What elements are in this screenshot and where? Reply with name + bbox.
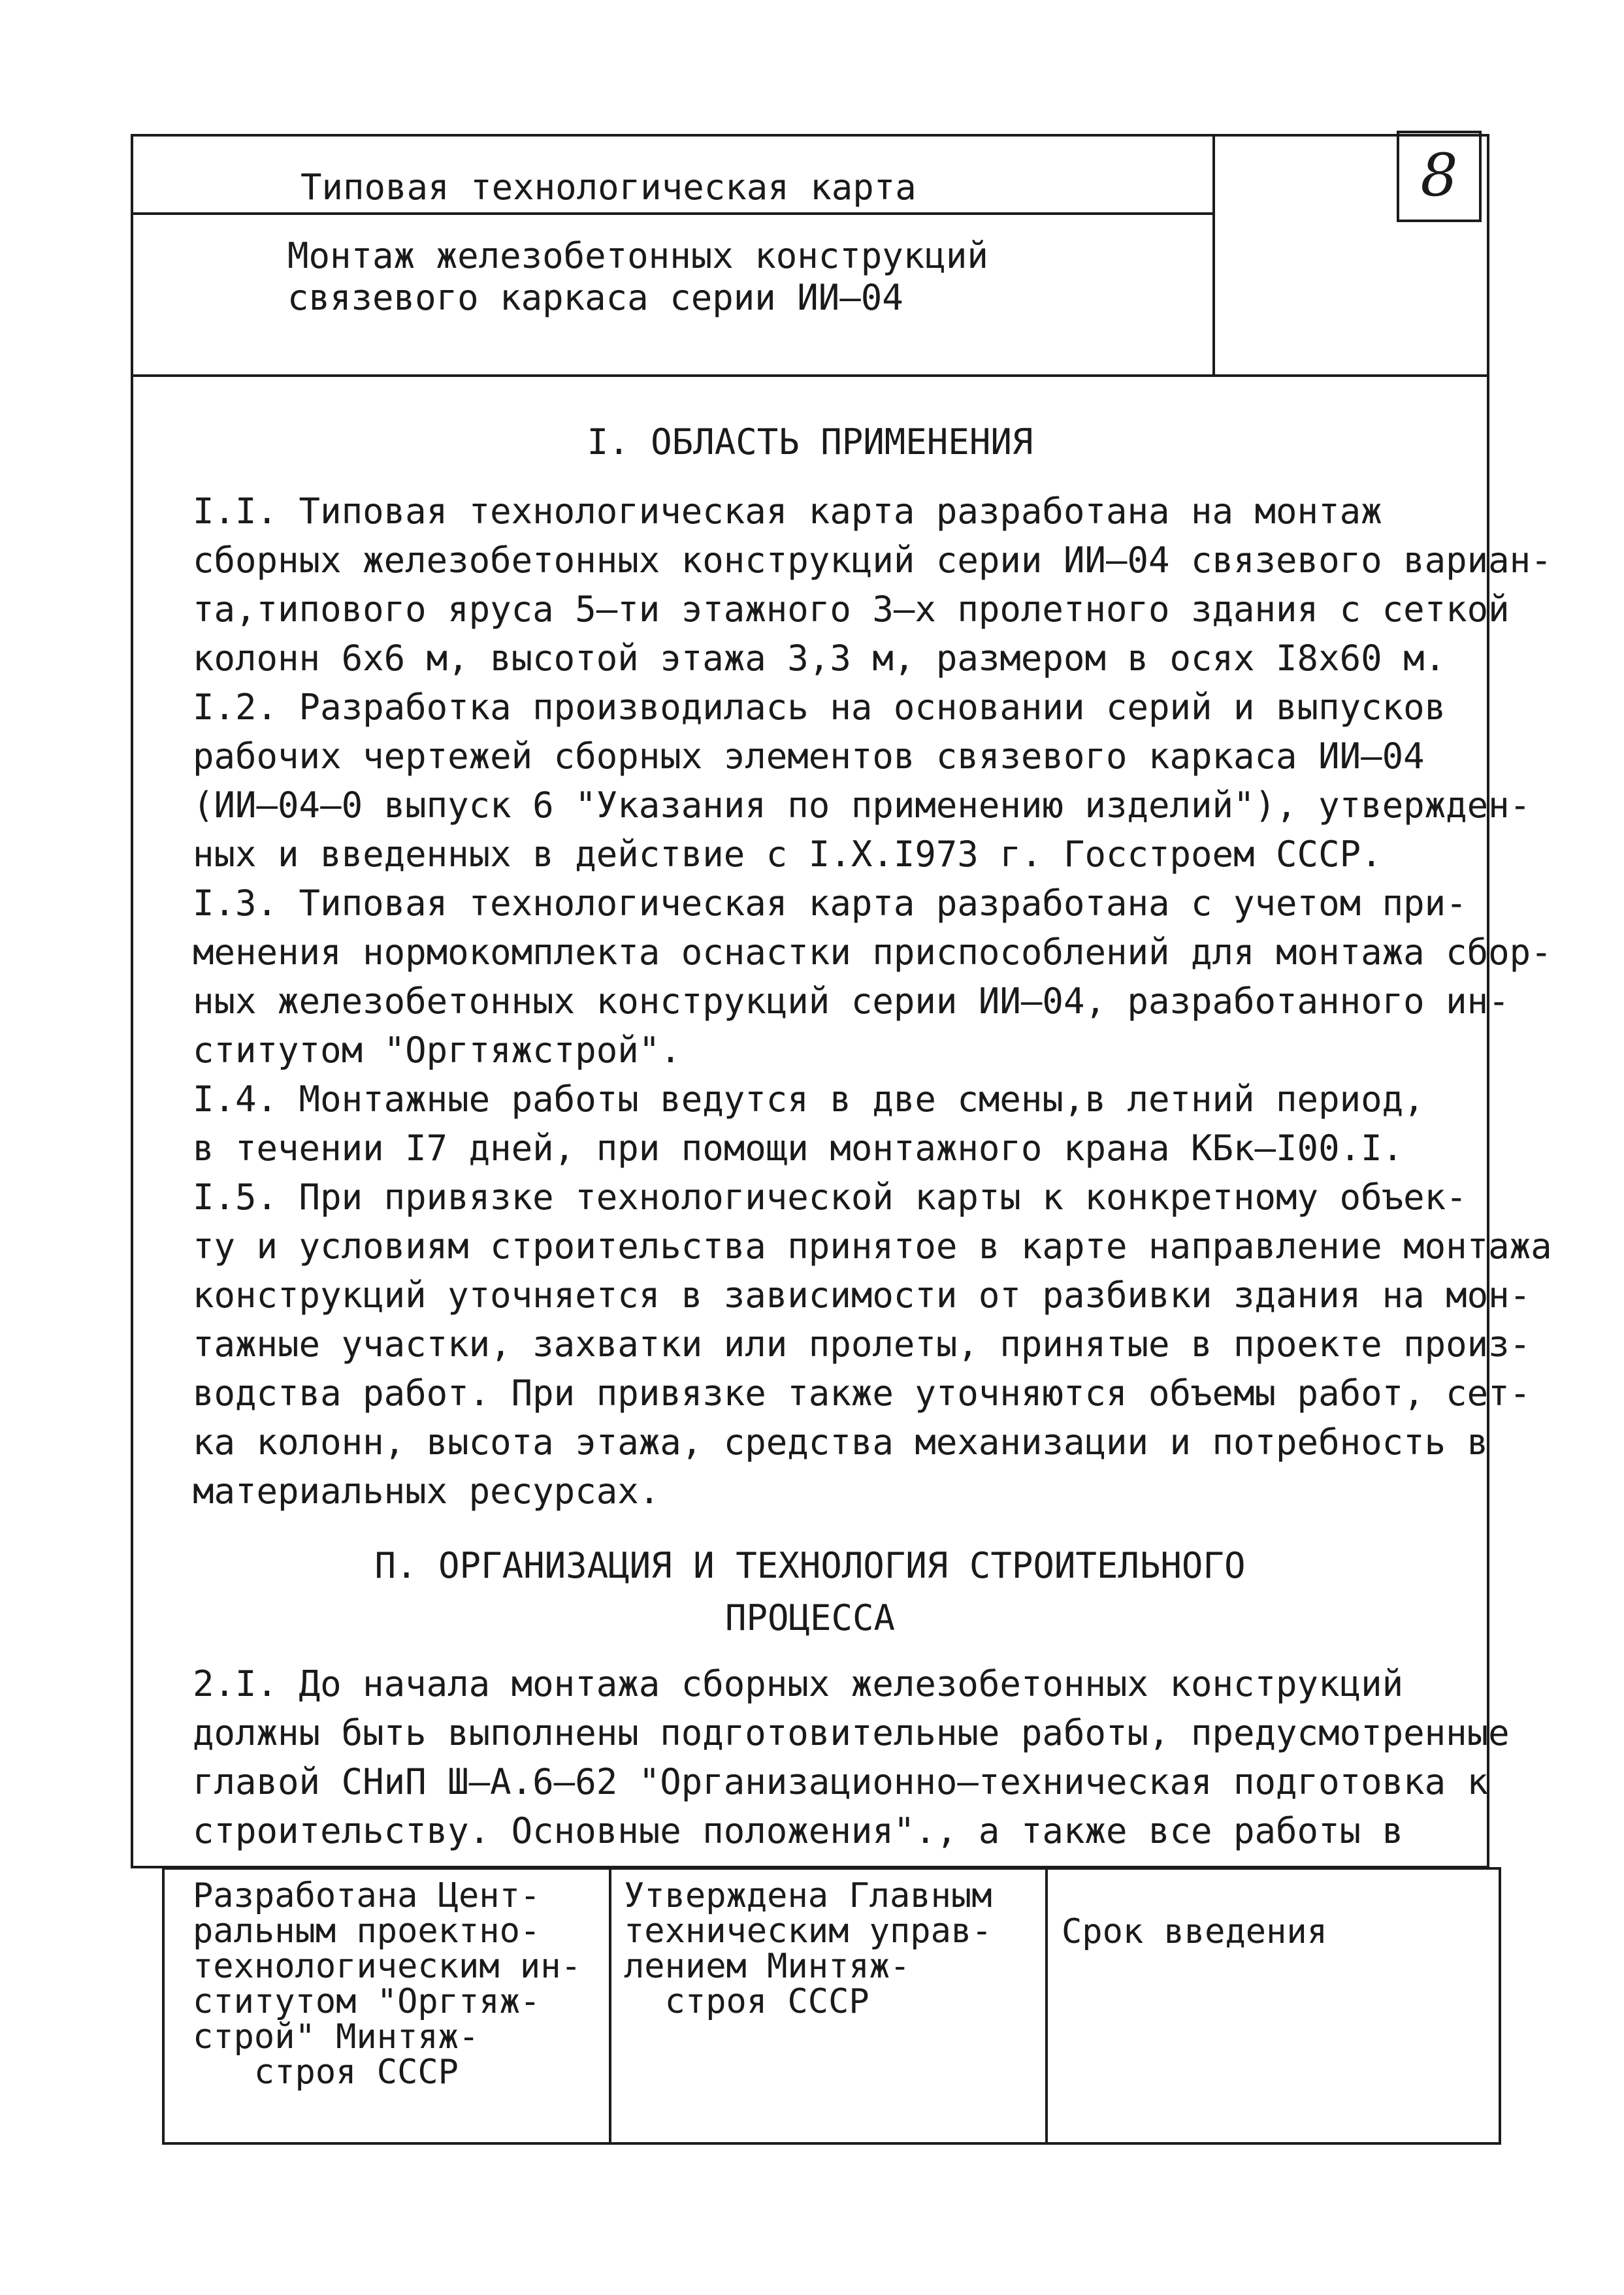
header-divider bbox=[1212, 134, 1215, 376]
section2-body bbox=[193, 1659, 1510, 1855]
text-line: ту и условиям строительства принятое в карте направление монтажа bbox=[193, 1226, 1552, 1267]
text-line: ных и введенных в действие с I.X.I973 г. Госстроем СССР. bbox=[193, 834, 1382, 875]
text-line: материальных ресурсах. bbox=[193, 1471, 660, 1512]
section1-body bbox=[193, 487, 1552, 1516]
footer-approved-by: Утверждена Главным техническим управ- лением Минтяж- строя СССР bbox=[624, 1876, 992, 2021]
page-number: 8 bbox=[1397, 131, 1482, 222]
text-line: I.2. Разработка производилась на основании серий и выпусков bbox=[193, 687, 1446, 728]
text-line: (ИИ–04–0 выпуск 6 "Указания по применению изделий"), утвержден- bbox=[193, 785, 1531, 826]
header-bottom-rule bbox=[131, 374, 1489, 377]
text-line: ка колонн, высота этажа, средства механизации и потребность в bbox=[193, 1422, 1489, 1463]
text-line: рабочих чертежей сборных элементов связевого каркаса ИИ–04 bbox=[193, 736, 1425, 777]
section2-heading-line1: П. ОРГАНИЗАЦИЯ И ТЕХНОЛОГИЯ СТРОИТЕЛЬНОГО bbox=[374, 1545, 1246, 1586]
header-title-underline bbox=[131, 212, 1215, 215]
text-line: должны быть выполнены подготовительные работы, предусмотренные bbox=[193, 1712, 1510, 1753]
text-line: сборных железобетонных конструкций серии ИИ–04 связевого вариан- bbox=[193, 540, 1552, 581]
footer-divider-2 bbox=[1045, 1867, 1048, 2145]
text-line: ститутом "Оргтяжстрой". bbox=[193, 1030, 681, 1071]
footer-effective-date: Срок введения bbox=[1062, 1912, 1327, 1951]
footer-developed-by: Разработана Цент- ральным проектно- технологическим ин- ститутом "Оргтяж- строй" Минтяж- строя СССР bbox=[193, 1876, 581, 2092]
text-line: та,типового яруса 5–ти этажного 3–х пролетного здания с сеткой bbox=[193, 589, 1510, 630]
text-line: I.3. Типовая технологическая карта разработана с учетом при- bbox=[193, 883, 1467, 924]
footer-divider-1 bbox=[609, 1867, 611, 2145]
section1-heading: I. ОБЛАСТЬ ПРИМЕНЕНИЯ bbox=[587, 421, 1033, 463]
text-line: I.4. Монтажные работы ведутся в две смены,в летний период, bbox=[193, 1079, 1425, 1120]
text-line: строительству. Основные положения"., а также все работы в bbox=[193, 1810, 1404, 1851]
card-subtitle: Монтаж железобетонных конструкций связевого каркаса серии ИИ–04 bbox=[287, 235, 988, 318]
section2-heading-line2: ПРОЦЕССА bbox=[724, 1597, 896, 1638]
text-line: ных железобетонных конструкций серии ИИ–04, разработанного ин- bbox=[193, 981, 1510, 1022]
text-line: I.5. При привязке технологической карты к конкретному объек- bbox=[193, 1177, 1467, 1218]
card-title: Типовая технологическая карта bbox=[300, 167, 917, 208]
text-line: тажные участки, захватки или пролеты, принятые в проекте произ- bbox=[193, 1324, 1531, 1365]
text-line: конструкций уточняется в зависимости от разбивки здания на мон- bbox=[193, 1275, 1531, 1316]
text-line: колонн 6х6 м, высотой этажа 3,3 м, размером в осях I8х60 м. bbox=[193, 638, 1446, 679]
text-line: в течении I7 дней, при помощи монтажного крана КБк–I00.I. bbox=[193, 1128, 1404, 1169]
text-line: водства работ. При привязке также уточняются объемы работ, сет- bbox=[193, 1373, 1531, 1414]
text-line: менения нормокомплекта оснастки приспособлений для монтажа сбор- bbox=[193, 932, 1552, 973]
text-line: I.I. Типовая технологическая карта разработана на монтаж bbox=[193, 491, 1382, 532]
text-line: 2.I. До начала монтажа сборных железобетонных конструкций bbox=[193, 1663, 1404, 1704]
text-line: главой СНиП Ш–А.6–62 "Организационно–техническая подготовка к bbox=[193, 1761, 1489, 1802]
